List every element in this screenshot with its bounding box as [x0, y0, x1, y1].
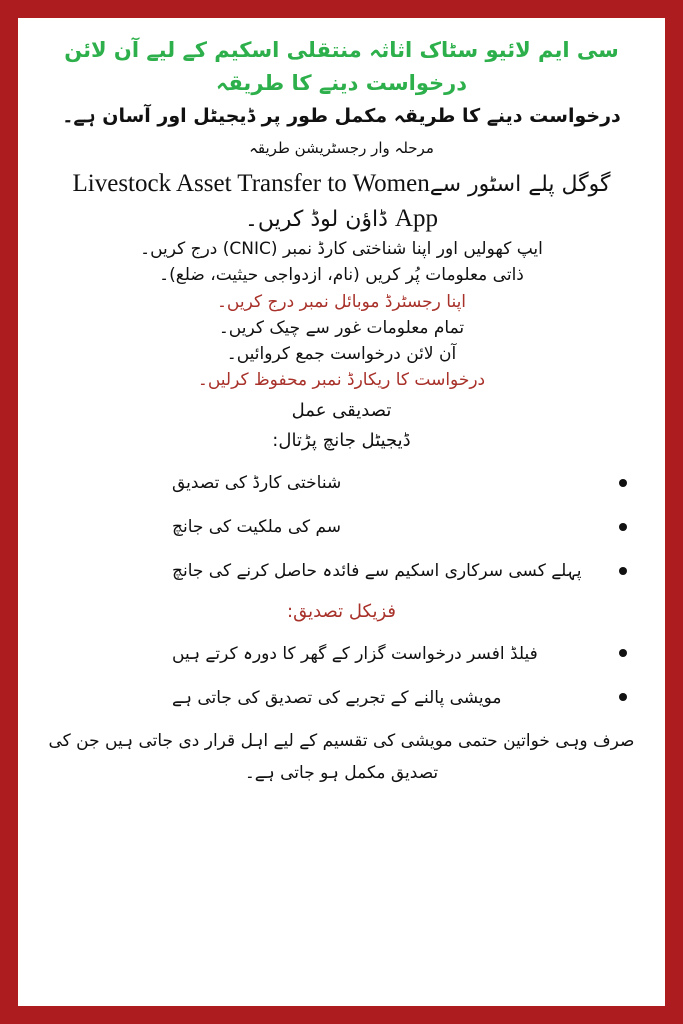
step-check: تمام معلومات غور سے چیک کریں۔: [218, 317, 465, 338]
list-item-text: سم کی ملکیت کی جانچ: [172, 516, 342, 537]
content-card: [18, 18, 665, 1006]
list-item-text: فیلڈ افسر درخواست گزار کے گھر کا دورہ کرتے ہیں: [172, 643, 538, 664]
step-cnic: ایپ کھولیں اور اپنا شناختی کارڈ نمبر (CNIC) درج کریں۔: [140, 239, 543, 260]
bullet-icon: [619, 479, 627, 487]
list-item: [32, 631, 651, 675]
digital-check-list: [32, 461, 651, 593]
step-personal-info: ذاتی معلومات پُر کریں (نام، ازدواجی حیثیت، ضلع)۔: [159, 265, 524, 286]
step-download-line1: [32, 168, 651, 199]
step-mobile: اپنا رجسٹرڈ موبائل نمبر درج کریں۔: [216, 291, 467, 312]
digital-check-heading: ڈیجیٹل جانچ پڑتال:: [272, 430, 411, 452]
intro-text: درخواست دینے کا طریقہ مکمل طور پر ڈیجیٹل اور آسان ہے۔: [62, 105, 621, 128]
verification-heading: تصدیقی عمل: [291, 399, 392, 421]
list-item: [32, 549, 651, 593]
list-item-text: مویشی پالنے کے تجربے کی تصدیق کی جاتی ہے: [172, 687, 502, 708]
physical-check-list: [32, 631, 651, 719]
page-title: سی ایم لائیو سٹاک اثاثہ منتقلی اسکیم کے لیے آن لائن درخواست دینے کا طریقہ: [64, 38, 619, 95]
list-item-text: پہلے کسی سرکاری اسکیم سے فائدہ حاصل کرنے کی جانچ: [172, 561, 582, 582]
app-label: App: [394, 204, 438, 232]
step-download-suffix: ڈاؤن لوڈ کریں۔: [245, 206, 388, 232]
list-item-text: شناختی کارڈ کی تصدیق: [172, 472, 342, 493]
app-name: Livestock Asset Transfer to Women: [72, 169, 430, 197]
step-save-record: درخواست کا ریکارڈ نمبر محفوظ کرلیں۔: [197, 370, 486, 391]
list-item: [32, 675, 651, 719]
final-note: صرف وہی خواتین حتمی مویشی کی تقسیم کے لیے اہل قرار دی جاتی ہیں جن کی تصدیق مکمل ہو جاتی ہے۔: [48, 731, 635, 784]
step-download-prefix: گوگل پلے اسٹور سے: [429, 171, 611, 197]
list-item: [32, 461, 651, 505]
bullet-icon: [619, 523, 627, 531]
physical-check-heading: فزیکل تصدیق:: [287, 600, 396, 622]
bullet-icon: [619, 567, 627, 575]
process-heading: مرحلہ وار رجسٹریشن طریقہ: [249, 138, 434, 157]
bullet-icon: [619, 649, 627, 657]
list-item: [32, 505, 651, 549]
step-download-line2: [32, 203, 651, 234]
step-submit: آن لائن درخواست جمع کروائیں۔: [226, 344, 457, 365]
bullet-icon: [619, 693, 627, 701]
